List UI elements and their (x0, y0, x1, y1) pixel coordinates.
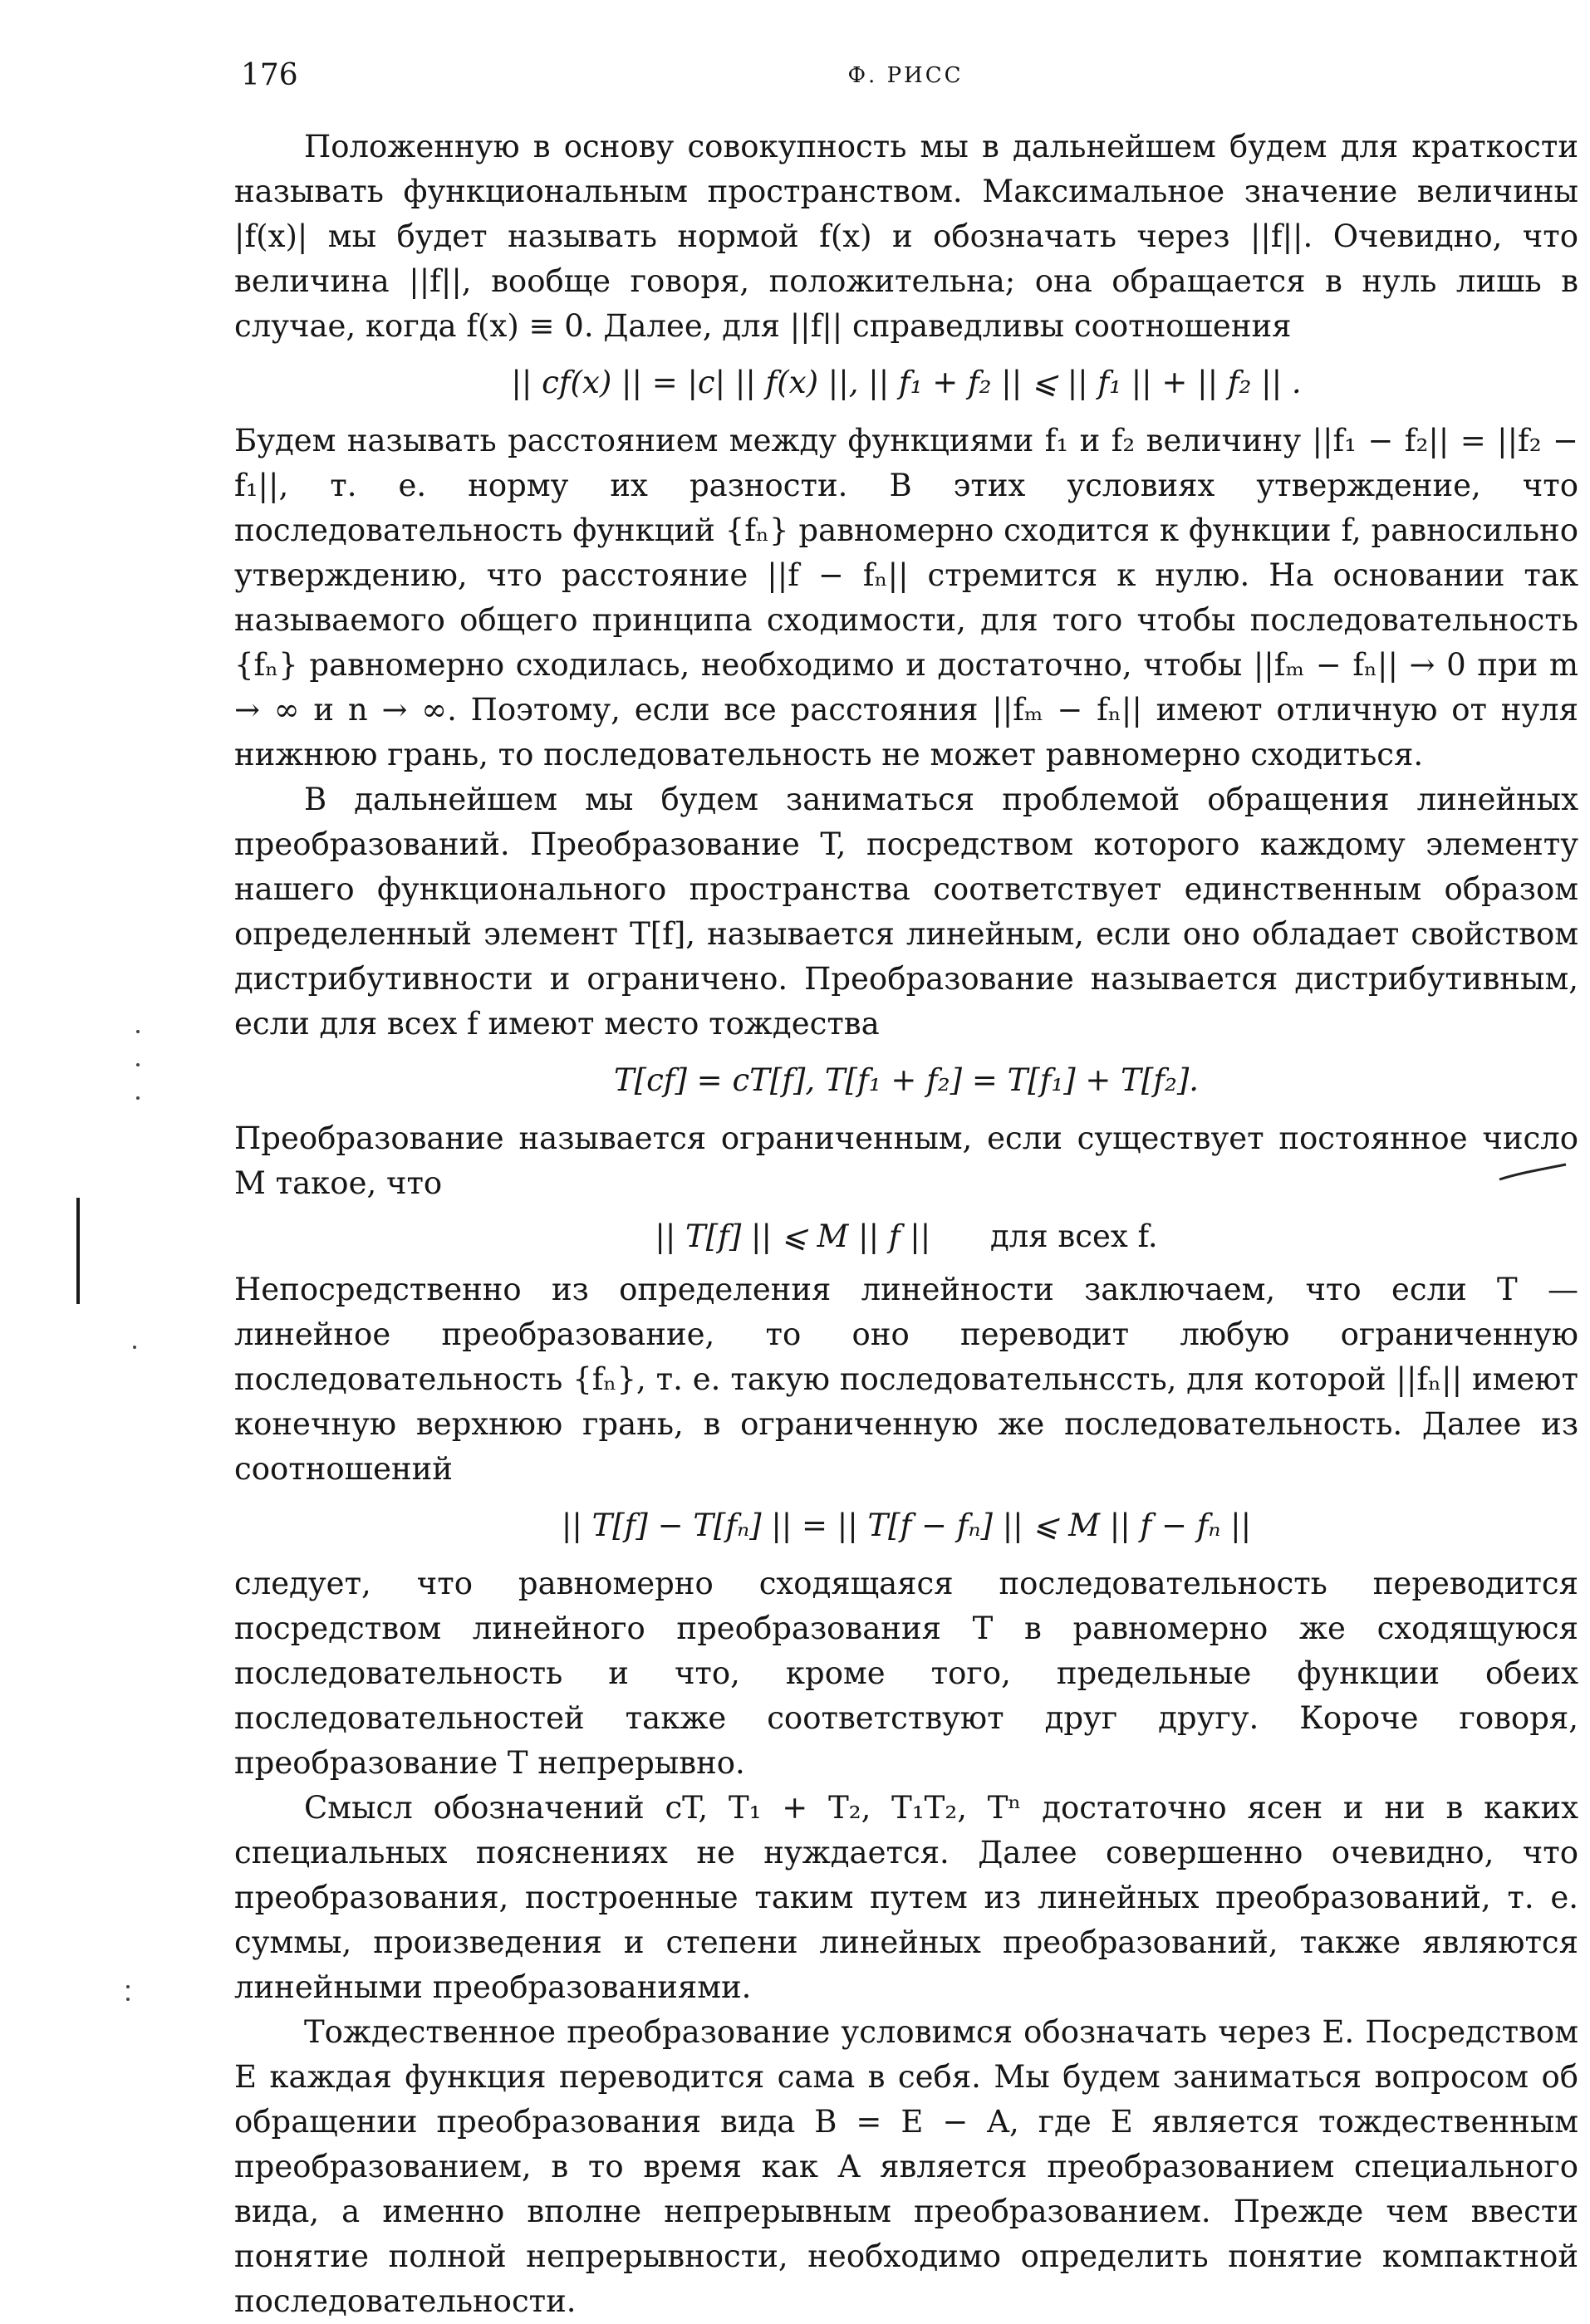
margin-dot (136, 1030, 140, 1033)
formula-distributivity: T[cf] = cT[f], T[f₁ + f₂] = T[f₁] + T[f₂]. (613, 1062, 1200, 1098)
paragraph-linear-transformations: В дальнейшем мы будем заниматься проблемой обращения линейных преобразований. Преобразование T, посредством которого каждому элементу нашего функционального пространства соответствует единственным образом определенный элемент T[f], называется линейным, если оно обладает свойством дистрибутивности и ограничено. Преобразование называется дистрибутивным, если для всех f имеют место тождества (234, 782, 1578, 1042)
margin-dot (136, 1096, 140, 1100)
page-number: 176 (241, 58, 298, 92)
formula-norm-properties: || cf(x) || = |c| || f(x) ||, || f₁ + f₂ || ⩽ || f₁ || + || f₂ || . (511, 365, 1302, 400)
margin-dot (136, 1063, 140, 1066)
formula-continuity: || T[f] − T[fₙ] || = || T[f − fₙ] || ⩽ M || f − fₙ || (561, 1508, 1252, 1543)
margin-dot (126, 1998, 130, 2001)
running-head: Ф. РИСС (847, 63, 964, 88)
main-text (234, 125, 1578, 2324)
formula-boundedness-expr: || T[f] || ⩽ M || f || (655, 1218, 931, 1254)
paragraph-bounded: Преобразование называется ограниченным, если существует постоянное число M такое, что (234, 1120, 1578, 1201)
paragraph-continuity: следует, что равномерно сходящаяся последовательность переводится посредством линейного преобразования T в равномерно же сходящуюся последовательность и что, кроме того, предельные функции обеих последовательностей также соответствуют друг другу. Короче говоря, преобразование T непрерывно. (234, 1566, 1578, 1781)
margin-dot (133, 1346, 136, 1349)
paragraph-distance: Будем называть расстоянием между функциями f₁ и f₂ величину ||f₁ − f₂|| = ||f₂ − f₁||, т. е. норму их разности. В этих условиях утверждение, что последовательность функций {fₙ} равномерно сходится к функции f, равносильно утверждению, что расстояние ||f − fₙ|| стремится к нулю. На основании так называемого общего принципа сходимости, для того чтобы последовательность {fₙ} равномерно сходилась, необходимо и достаточно, чтобы ||fₘ − fₙ|| → 0 при m → ∞ и n → ∞. Поэтому, если все расстояния ||fₘ − fₙ|| имеют отличную от нуля нижнюю грань, то последовательность не может равномерно сходиться. (234, 423, 1578, 772)
paragraph-bounded-sequence: Непосредственно из определения линейности заключаем, что если T — линейное преобразование, то оно переводит любую ограниченную последовательность {fₙ}, т. е. такую последовательнсcть, для которой ||fₙ|| имеют конечную верхнюю грань, в ограниченную же последовательность. Далее из соотношений (234, 1272, 1578, 1487)
paragraph-identity-transformation: Тождественное преобразование условимся обозначать через E. Посредством E каждая функция переводится сама в себя. Мы будем заниматься вопросом об обращении преобразования вида B = E − A, где E является тождественным преобразованием, в то время как A является преобразованием специального вида, а именно вполне непрерывным преобразованием. Прежде чем ввести понятие полной непрерывности, необходимо определить понятие компактной последовательности. (234, 2014, 1578, 2319)
margin-line-mark (76, 1198, 80, 1304)
formula-boundedness (234, 1214, 1578, 1259)
pen-underline-mark (1495, 1155, 1570, 1188)
paragraph-notation: Смысл обозначений cT, T₁ + T₂, T₁T₂, Tⁿ достаточно ясен и ни в каких специальных пояснениях не нуждается. Далее совершенно очевидно, что преобразования, построенные таким путем из линейных преобразований, т. е. суммы, произведения и степени линейных преобразований, также являются линейными преобразованиями. (234, 1790, 1578, 2005)
formula-boundedness-note: для всех f. (990, 1218, 1158, 1254)
paragraph-function-space: Положенную в основу совокупность мы в дальнейшем будем для краткости называть функциональным пространством. Максимальное значение величины |f(x)| мы будет называть нормой f(x) и обозначать через ||f||. Очевидно, что величина ||f||, вообще говоря, положительна; она обращается в нуль лишь в случае, когда f(x) ≡ 0. Далее, для ||f|| справедливы соотношения (234, 129, 1578, 344)
page-header (241, 58, 1570, 108)
margin-dot (126, 1985, 130, 1988)
